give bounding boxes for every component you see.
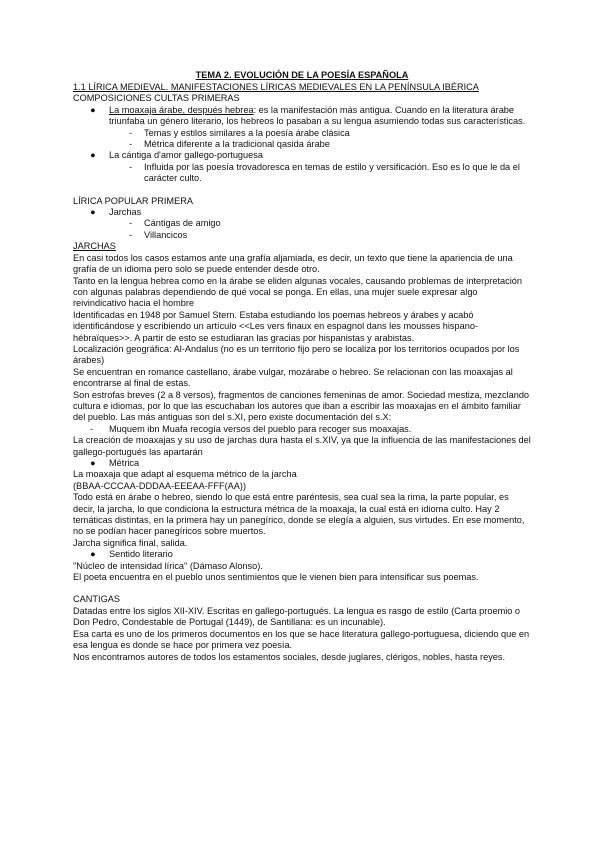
paragraph: Jarcha significa final, salida. xyxy=(73,537,188,548)
jarchas-heading: JARCHAS xyxy=(73,241,116,252)
paragraph: El poeta encuentra en el pueblo unos sentimientos que le vienen bien para intensificar sus poemas. xyxy=(73,572,479,583)
sentido-label: Sentido literario xyxy=(109,549,173,560)
dash-icon: - xyxy=(129,161,133,172)
bullet-item xyxy=(73,549,531,560)
jarchas-item: Jarchas xyxy=(109,207,142,218)
dash-icon: - xyxy=(90,423,94,434)
paragraph: Identificadas en 1948 por Samuel Stern. Estaba estudiando los poemas hebreos y árabes y acabó identificándose y escribiendo un artículo <<Les vers finaux en espagnol dans les mousses hispano-hébraïques>>. A partir de esto se estudiaran las gracias por hispanistas y arabistas. xyxy=(73,309,479,343)
bullet-item xyxy=(73,105,531,128)
bullet-icon: ● xyxy=(90,458,96,468)
cultas-heading: COMPOSICIONES CULTAS PRIMERAS xyxy=(73,93,240,104)
dash-icon: - xyxy=(129,127,133,138)
dash-item-text: Temas y estilos similares a la poesía árabe clásica xyxy=(144,127,350,138)
dash-item xyxy=(73,424,531,435)
bullet-item xyxy=(73,458,531,469)
paragraph: Localización geográfica: Al-Andalus (no es un territorio fijo pero se localiza por los territorios ocupados por los árabes) xyxy=(73,343,520,366)
dash-icon: - xyxy=(129,229,133,240)
dash-item-text: Influida por las poesía trovadoresca en temas de estilo y versificación. Eso es lo que le da el carácter culto. xyxy=(144,161,520,184)
dash-item xyxy=(73,218,531,229)
dash-item-text: Métrica diferente a la tradicional qasida árabe xyxy=(144,139,330,150)
dash-item-text: Muquem ibn Muafa recogía versos del pueblo para recoger sus moaxajas. xyxy=(109,423,412,434)
bullet-icon: ● xyxy=(90,104,96,115)
paragraph: Datadas entre los siglos XII-XIV. Escritas en gallego-portugués. La lengua es rasgo de estilo (Carta proemio o Don Pedro, Condestable de Portugal (1449), de Santillana: es un incunable). xyxy=(73,605,521,628)
dash-item xyxy=(73,139,531,150)
dash-item xyxy=(73,162,531,185)
bullet-icon: ● xyxy=(90,150,96,161)
bullet-icon: ● xyxy=(90,549,96,560)
section-heading: 1.1 LÍRICA MEDIEVAL. MANIFESTACIONES LÍRICAS MEDIEVALES EN LA PENÍNSULA IBÉRICA xyxy=(73,82,479,92)
moaxaja-label: La moaxaja árabe, después hebrea xyxy=(109,104,254,115)
cantigas-heading: CANTIGAS xyxy=(73,594,120,605)
paragraph: En casi todos los casos estamos ante una grafía aljamiada, es decir, un texto que tiene la apariencia de una grafía de un idioma pero solo se puede entender desde otro. xyxy=(73,252,513,275)
paragraph: Nos encontramos autores de todos los estamentos sociales, desde juglares, clérigos, nobles, hasta reyes. xyxy=(73,651,506,662)
metrica-label: Métrica xyxy=(109,458,140,468)
cantiga-label: La cántiga d'amor gallego-portuguesa xyxy=(109,150,263,161)
popular-heading: LÍRICA POPULAR PRIMERA xyxy=(73,195,193,206)
dash-icon: - xyxy=(129,218,133,229)
dash-item xyxy=(73,128,531,139)
paragraph: La moaxaja que adapt al esquema métrico de la jarcha xyxy=(73,469,297,480)
paragraph: Todo está en árabe o hebreo, siendo lo que está entre paréntesis, sea cual sea la rima, la parte popular, es decir, la jarcha, lo que condiciona la estructura métrica de la moaxaja, la cual está en idioma culto. Hay 2 temáticas distintas, en la primera hay un panegírico, donde se elegía a alguien, sus virtudes. En ese momento, no se podían hacer panegíricos sobre muertos. xyxy=(73,492,525,537)
bullet-icon: ● xyxy=(90,207,96,218)
dash-item xyxy=(73,230,531,241)
moaxaja-text: : es la manifestación más antigua. Cuando en la literatura árabe triunfaba un género literario, los hebreos lo pasaban a su lengua asumiendo todas sus características. xyxy=(109,104,526,127)
dash-icon: - xyxy=(129,139,133,150)
paragraph: (BBAA-CCCAA-DDDAA-EEEAA-FFF(AA)) xyxy=(73,480,247,491)
bullet-item xyxy=(73,207,531,218)
bullet-item xyxy=(73,150,531,161)
dash-item-text: Cántigas de amigo xyxy=(144,218,221,229)
document-body xyxy=(73,70,531,663)
paragraph: Tanto en la lengua hebrea como en la árabe se eliden algunas vocales, causando problemas de interpretación con algunas palabras dependiendo de qué vocal se ponga. En ellas, una mujer suele expresar algo reivindicativo hacia el hombre xyxy=(73,275,522,309)
paragraph: Se encuentran en romance castellano, árabe vulgar, mozárabe o hebreo. Se relacionan con las moaxajas al encontrarse al final de estas. xyxy=(73,366,513,389)
dash-item-text: Villancicos xyxy=(144,229,188,240)
paragraph: Son estrofas breves (2 a 8 versos), fragmentos de canciones femeninas de amor. Sociedad mestiza, mezclando cultura e idiomas, por lo que las escuchaban los autores que iban a escribir las moaxajas en el ámbito familiar del pueblo. Las más antiguas son del s.XI, pero existe documentación del s.X: xyxy=(73,389,530,423)
page-title: TEMA 2. EVOLUCIÓN DE LA POESÍA ESPAÑOLA xyxy=(195,70,409,80)
paragraph: Esa carta es uno de los primeros documentos en los que se hace literatura gallego-portuguesa, diciendo que en esa lengua es donde se hace por primera vez poesía. xyxy=(73,628,530,651)
paragraph: "Núcleo de intensidad lírica" (Dámaso Alonso). xyxy=(73,560,263,571)
paragraph: La creación de moaxajas y su uso de jarchas dura hasta el s.XIV, ya que la influencia de las manifestaciones del gallego-portugués las apartarán xyxy=(73,435,531,457)
